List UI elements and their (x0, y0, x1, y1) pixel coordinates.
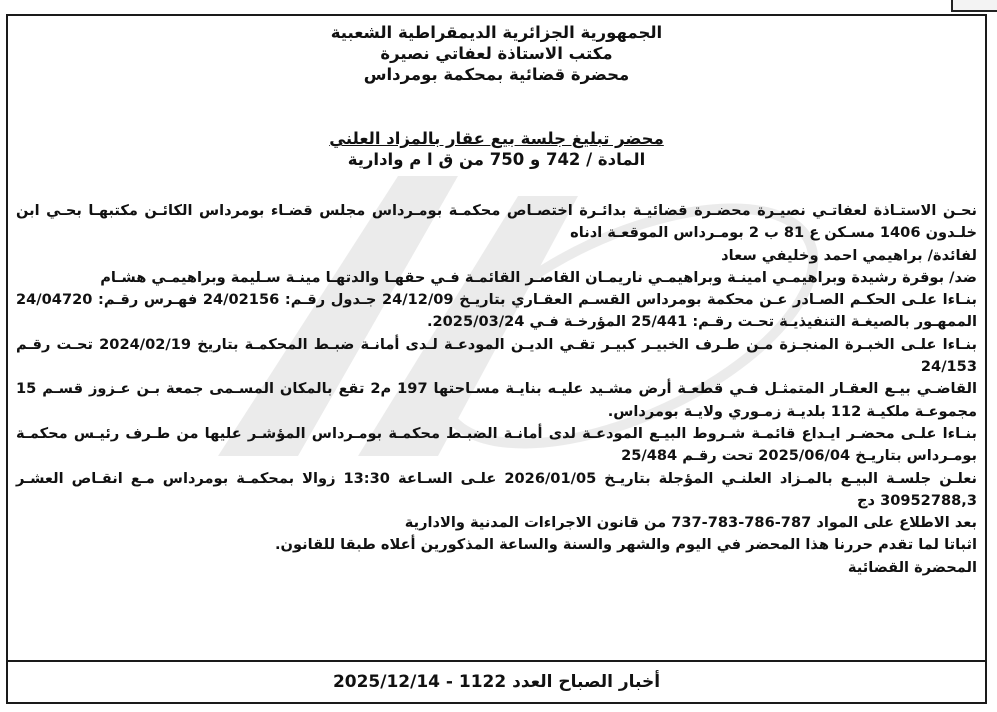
bailiff-intro: نحـن الاستـاذة لعفاتـي نصيـرة محضـرة قضائيـة بدائـرة اختصـاص محكمـة بومـرداس مجلس قضـاء بومرداس الكائـن مكتبهـا بحـي ابن خلـدون 1406 مسـكن ع 81 ب 2 بومـرداس الموقعـة ادناه (16, 202, 977, 242)
beneficiary: لفائدة/ براهيمي احمد وخليفي سعاد (721, 246, 977, 264)
newspaper-footer: أخبار الصباح العدد 1122 - 2025/12/14 (8, 660, 985, 702)
notice-frame (6, 14, 987, 704)
notice-title-block (8, 128, 985, 170)
attestation: اثباتا لما تقدم حررنا هذا المحضر في اليوم والشهر والسنة والساعة المذكورين أعلاه طبقا للقانون. (275, 536, 977, 554)
official-header (8, 22, 985, 85)
legal-basis: بعد الاطلاع على المواد 787-786-783-737 من قانون الاجراءات المدنية والادارية (404, 514, 977, 532)
office-name: مكتب الاستاذة لعفاتي نصيرة (380, 44, 613, 63)
court-name: محضرة قضائية بمحكمة بومرداس (363, 65, 630, 84)
legal-articles: المادة / 742 و 750 من ق ا م وادارية (347, 150, 646, 169)
defendants: ضد/ بوقرة رشيدة وبراهيمـي امينـة وبراهيمـي ناريمـان القاصـر القائمـة فـي حقهـا والدتهـا مينـة سـليمة وبراهيمـي هشـام (100, 268, 977, 286)
corner-mark (951, 0, 997, 12)
signature: المحضرة القضائية (847, 558, 977, 576)
judgment-reference: بنـاءا علـى الحكـم الصـادر عـن محكمة بومرداس القسـم العقـاري بتاريـخ 24/12/09 جـدول رقـم: 24/02156 فهـرس رقـم: 24/04720 الممهـور بالصيغـة التنفيذيـة تحـت رقـم: 25/441 المؤرخـة فـي 2025/03/24. (16, 291, 977, 331)
property-description: القاضـي بيـع العقـار المتمثـل فـي قطعـة أرض مشـيد عليـه بنايـة مسـاحتها 197 م2 تقع بالمكان المسـمى جمعة بـن عـزوز قسـم 15 مجموعـة ملكيـة 112 بلديـة زمـوري ولايـة بومرداس. (16, 380, 978, 420)
notice-body (16, 200, 977, 579)
conditions-deposit: بنـاءا علـى محضـر ايـداع قائمـة شـروط البيـع المودعـة لدى أمانـة الضبـط محكمـة بومـرداس المؤشـر عليها من طـرف رئيـس محكمـة بومـرداس بتاريـخ 2025/06/04 تحت رقـم 25/484 (16, 424, 977, 465)
auction-announcement: نعلـن جلسـة البيـع بالمـزاد العلنـي المؤجلة بتاريـخ 2026/01/05 علـى السـاعة 13:30 زوالا بمحكمـة بومرداس مـع انقـاص العشـر 30952788,3 دج (16, 469, 977, 509)
expertise-reference: بنـاءا علـى الخبـرة المنجـزة مـن طـرف الخبيـر كبيـر تقـي الديـن المودعـة لـدى أمانـة ضبـط المحكمـة بتاريخ 2024/02/19 تحـت رقـم 24/153 (16, 335, 977, 376)
republic-title: الجمهورية الجزائرية الديمقراطية الشعبية (330, 23, 663, 42)
notice-title: محضر تبليغ جلسة بيع عقار بالمزاد العلني (329, 129, 664, 148)
